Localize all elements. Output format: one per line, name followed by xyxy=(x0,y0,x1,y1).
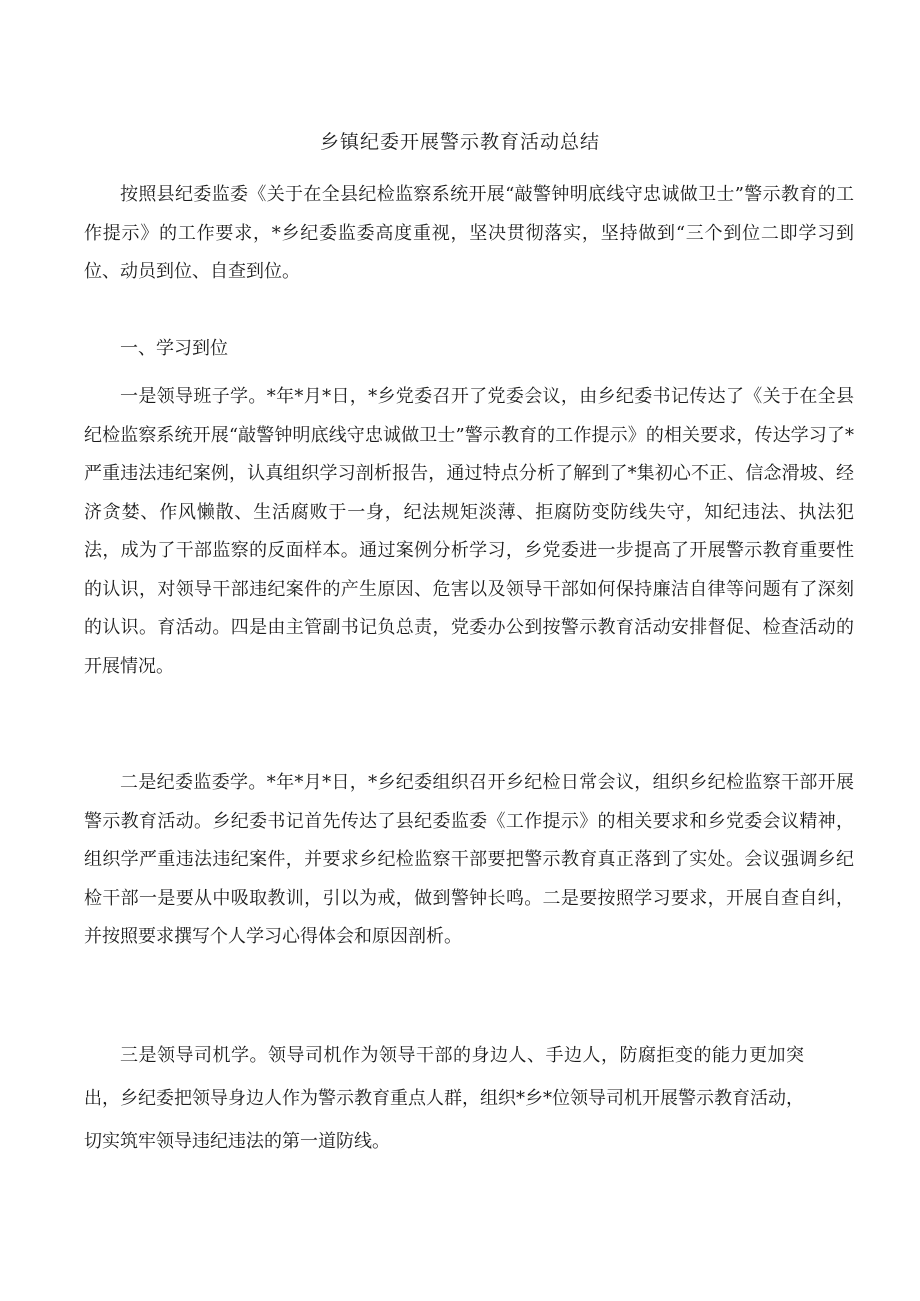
body-paragraph-leadership: 一是领导班子学。*年*月*日，*乡党委召开了党委会议，由乡纪委书记传达了《关于在全县纪检监察系统开展“敲警钟明底线守忠诚做卫士”警示教育的工作提示》的相关要求，传达学习了*严重违法违纪案例，认真组织学习剖析报告，通过特点分析了解到了*集初心不正、信念滑坡、经济贪婪、作风懒散、生活腐败于一身，纪法规矩淡薄、拒腐防变防线失守，知纪违法、执法犯法，成为了干部监察的反面样本。通过案例分析学习，乡党委进一步提高了开展警示教育重要性的认识，对领导干部违纪案件的产生原因、危害以及领导干部如何保持廉洁自律等问题有了深刻的认识。育活动。四是由主管副书记负总责，党委办公到按警示教育活动安排督促、检查活动的开展情况。 xyxy=(84,386,854,677)
body-paragraph-drivers: 三是领导司机学。领导司机作为领导干部的身边人、手边人，防腐拒变的能力更加突出，乡纪委把领导身边人作为警示教育重点人群，组织*乡*位领导司机开展警示教育活动，切实筑牢领导违纪违法的第一道防线。 xyxy=(84,1045,804,1152)
intro-paragraph: 按照县纪委监委《关于在全县纪检监察系统开展“敲警钟明底线守忠诚做卫士”警示教育的工作提示》的工作要求，*乡纪委监委高度重视，坚决贯彻落实，坚持做到“三个到位二即学习到位、动员到位、自查到位。 xyxy=(84,184,854,282)
section-heading: 一、学习到位 xyxy=(120,338,228,359)
document-title: 乡镇纪委开展警示教育活动总结 xyxy=(319,131,600,153)
body-paragraph-discipline: 二是纪委监委学。*年*月*日，*乡纪委组织召开乡纪检日常会议，组织乡纪检监察干部开展警示教育活动。乡纪委书记首先传达了县纪委监委《工作提示》的相关要求和乡党委会议精神，组织学严重违法违纪案件，并要求乡纪检监察干部要把警示教育真正落到了实处。会议强调乡纪检干部一是要从中吸取教训，引以为戒，做到警钟长鸣。二是要按照学习要求，开展自查自纠，并按照要求撰写个人学习心得体会和原因剖析。 xyxy=(84,772,854,947)
